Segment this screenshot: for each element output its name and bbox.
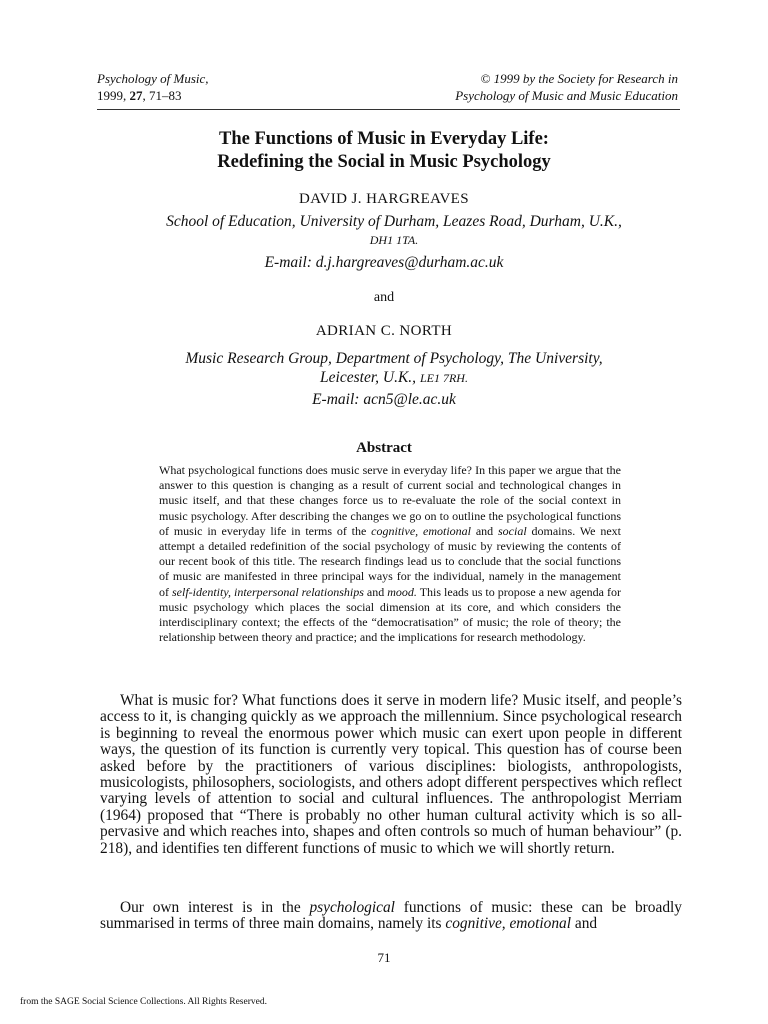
journal-volume: 27	[129, 88, 143, 103]
copyright-line-2: Psychology of Music and Music Education	[455, 88, 678, 103]
author-2-city: Leicester, U.K.,	[320, 369, 420, 386]
footer-rights: from the SAGE Social Science Collections. All Rights Reserved.	[20, 997, 267, 1007]
author-2-name: ADRIAN C. NORTH	[315, 323, 453, 339]
title-line-1: The Functions of Music in Everyday Life:	[219, 129, 549, 149]
author-1-affiliation-line: School of Education, University of Durham, Leazes Road, Durham, U.K.,	[166, 213, 622, 230]
journal-year: 1999,	[97, 88, 130, 103]
body-segment: Our own interest is in the	[120, 899, 310, 916]
journal-citation	[97, 70, 209, 104]
author-conjunction: and	[373, 290, 395, 305]
body-paragraph-2	[100, 900, 682, 933]
abstract-segment: and	[363, 584, 388, 599]
page-number: 71	[377, 950, 391, 965]
abstract-emphasis: cognitive, emotional	[371, 523, 471, 538]
journal-volume-line	[97, 87, 209, 104]
abstract-segment: and	[471, 523, 499, 538]
body-emphasis: cognitive, emotional	[445, 915, 572, 933]
author-1-affiliation	[60, 212, 728, 250]
author-2-affiliation-line-2	[60, 368, 728, 388]
body-emphasis: psychological	[309, 899, 395, 916]
journal-name: Psychology of Music,	[97, 71, 209, 86]
author-2-email: E-mail: acn5@le.ac.uk	[312, 391, 456, 408]
abstract-text	[159, 463, 621, 645]
author-2-postcode: LE1 7RH.	[419, 371, 468, 385]
paper-title	[0, 128, 768, 174]
author-2-affiliation-line-1: Music Research Group, Department of Psychology, The University,	[185, 350, 603, 367]
author-1-name: DAVID J. HARGREAVES	[299, 191, 469, 207]
header-divider	[97, 109, 680, 110]
copyright-line-1: © 1999 by the Society for Research in	[480, 71, 678, 86]
abstract-segment: domains. We next attempt a detailed redefinition of the social psychology of music by reviewing the contents of our recent book of this title. The research findings lead us to conclude that the social functions of music are manifested in three principal ways for the individual, namely in the management of	[159, 523, 622, 599]
body-segment: functions of music: these can be broadly summarised in terms of three main domains, namely its	[100, 899, 683, 933]
copyright-notice	[455, 70, 678, 104]
body-segment: and	[571, 915, 598, 933]
abstract-segment: This leads us to propose a new agenda for music psychology which places the social dimension at its core, and which considers the interdisciplinary context; the effects of the “democratisation” of music; the role of theory; the relationship between theory and practice; and the implications for research methodology.	[159, 584, 621, 645]
author-1-postcode: DH1 1TA.	[369, 233, 419, 247]
author-2-affiliation	[60, 349, 728, 388]
body-paragraph-1: What is music for? What functions does it serve in modern life? Music itself, and people’s access to it, is changing quickly as we approach the millennium. Since psychological research is beginning to reveal the enormous power which music can exert upon people in different ways, the question of its function is currently very topical. This question has of course been asked before by the practitioners of various disciplines: biologists, anthropologists, musicologists, philosophers, sociologists, and others adopt different perspectives which reflect varying levels of attention to social and cultural influences. The anthropologist Merriam (1964) proposed that “There is probably no other human cultural activity which is so all-pervasive and which reaches into, shapes and often controls so much of human behaviour” (p. 218), and identifies ten different functions of music to which we will shortly return.	[100, 692, 682, 857]
journal-pages: , 71–83	[142, 88, 182, 103]
author-1-email: E-mail: d.j.hargreaves@durham.ac.uk	[264, 254, 504, 271]
title-line-2: Redefining the Social in Music Psychology	[217, 152, 551, 172]
abstract-emphasis: social	[498, 523, 527, 538]
abstract-segment: What psychological functions does music serve in everyday life? In this paper we argue that the answer to this question is changing as a result of current social and technological changes in music itself, and that these changes force us to re-evaluate the role of the social context in music psychology. After describing the changes we go on to outline the psychological functions of music in everyday life in terms of the	[159, 463, 621, 538]
abstract-heading: Abstract	[356, 440, 412, 456]
abstract-emphasis: mood.	[387, 584, 417, 599]
abstract-emphasis: self-identity, interpersonal relationships	[172, 584, 364, 599]
